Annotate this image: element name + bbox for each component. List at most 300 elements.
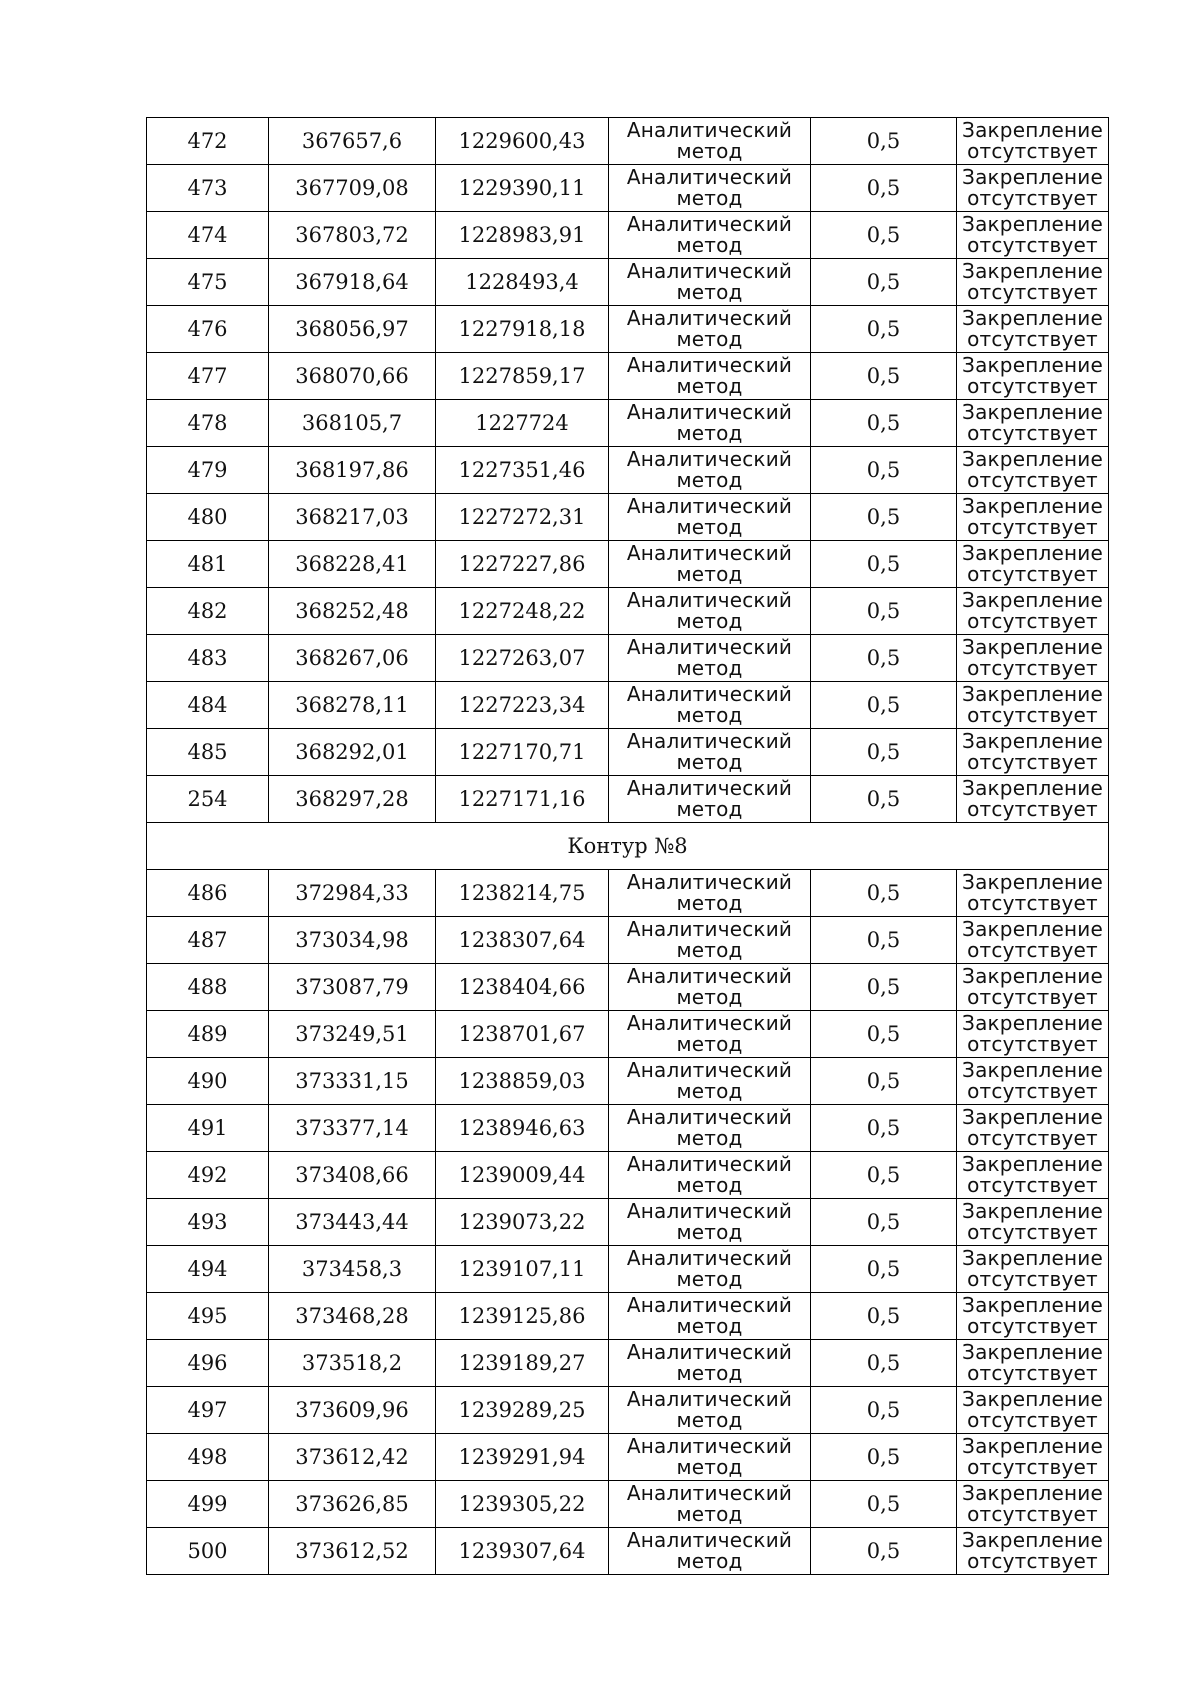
method-text: Аналитический	[626, 1011, 793, 1035]
fixing-text: отсутствует	[967, 186, 1098, 210]
method-text: метод	[676, 985, 743, 1009]
x-coordinate-cell: 373468,28	[269, 1293, 436, 1340]
method-cell	[609, 1105, 811, 1152]
point-number-cell: 482	[147, 588, 269, 635]
fixing-text: отсутствует	[967, 656, 1098, 680]
table-row	[147, 306, 1109, 353]
fixing-text: Закрепление	[962, 447, 1103, 471]
y-coordinate-cell: 1227171,16	[436, 776, 609, 823]
method-text: Аналитический	[626, 729, 793, 753]
point-number-cell: 481	[147, 541, 269, 588]
method-text: Аналитический	[626, 541, 793, 565]
fixing-text: Закрепление	[962, 1058, 1103, 1082]
y-coordinate-cell: 1238859,03	[436, 1058, 609, 1105]
point-number-cell: 495	[147, 1293, 269, 1340]
fixing-text: Закрепление	[962, 353, 1103, 377]
fixing-cell	[957, 400, 1109, 447]
y-coordinate-cell: 1238701,67	[436, 1011, 609, 1058]
method-text: Аналитический	[626, 400, 793, 424]
fixing-text: Закрепление	[962, 1434, 1103, 1458]
fixing-text: отсутствует	[967, 1220, 1098, 1244]
point-number-cell: 489	[147, 1011, 269, 1058]
fixing-text: Закрепление	[962, 541, 1103, 565]
method-text: метод	[676, 327, 743, 351]
table-row	[147, 870, 1109, 917]
table-row	[147, 1011, 1109, 1058]
method-text: метод	[676, 562, 743, 586]
point-number-cell: 498	[147, 1434, 269, 1481]
accuracy-cell: 0,5	[811, 917, 957, 964]
fixing-cell	[957, 259, 1109, 306]
method-text: Аналитический	[626, 635, 793, 659]
method-cell	[609, 447, 811, 494]
method-text: Аналитический	[626, 165, 793, 189]
fixing-cell	[957, 212, 1109, 259]
x-coordinate-cell: 368105,7	[269, 400, 436, 447]
table-row	[147, 259, 1109, 306]
y-coordinate-cell: 1239305,22	[436, 1481, 609, 1528]
y-coordinate-cell: 1229390,11	[436, 165, 609, 212]
x-coordinate-cell: 372984,33	[269, 870, 436, 917]
x-coordinate-cell: 368228,41	[269, 541, 436, 588]
fixing-text: отсутствует	[967, 703, 1098, 727]
fixing-text: отсутствует	[967, 1079, 1098, 1103]
y-coordinate-cell: 1239189,27	[436, 1340, 609, 1387]
fixing-text: отсутствует	[967, 1549, 1098, 1573]
fixing-cell	[957, 165, 1109, 212]
method-cell	[609, 1340, 811, 1387]
point-number-cell: 485	[147, 729, 269, 776]
method-text: Аналитический	[626, 1481, 793, 1505]
x-coordinate-cell: 373518,2	[269, 1340, 436, 1387]
y-coordinate-cell: 1239107,11	[436, 1246, 609, 1293]
fixing-text: Закрепление	[962, 212, 1103, 236]
method-text: метод	[676, 1267, 743, 1291]
accuracy-cell: 0,5	[811, 1340, 957, 1387]
fixing-text: отсутствует	[967, 374, 1098, 398]
x-coordinate-cell: 373443,44	[269, 1199, 436, 1246]
method-cell	[609, 964, 811, 1011]
fixing-text: Закрепление	[962, 776, 1103, 800]
point-number-cell: 492	[147, 1152, 269, 1199]
fixing-text: Закрепление	[962, 118, 1103, 142]
accuracy-cell: 0,5	[811, 165, 957, 212]
coordinates-table-body	[147, 118, 1109, 1575]
fixing-text: отсутствует	[967, 327, 1098, 351]
fixing-text: Закрепление	[962, 870, 1103, 894]
method-text: метод	[676, 1220, 743, 1244]
method-text: Аналитический	[626, 870, 793, 894]
method-text: Аналитический	[626, 1058, 793, 1082]
x-coordinate-cell: 367657,6	[269, 118, 436, 165]
fixing-text: Закрепление	[962, 1387, 1103, 1411]
fixing-text: отсутствует	[967, 1173, 1098, 1197]
method-text: Аналитический	[626, 1246, 793, 1270]
accuracy-cell: 0,5	[811, 1011, 957, 1058]
table-row	[147, 588, 1109, 635]
y-coordinate-cell: 1227724	[436, 400, 609, 447]
point-number-cell: 472	[147, 118, 269, 165]
method-cell	[609, 1293, 811, 1340]
x-coordinate-cell: 373087,79	[269, 964, 436, 1011]
method-text: метод	[676, 609, 743, 633]
fixing-text: отсутствует	[967, 1361, 1098, 1385]
y-coordinate-cell: 1239009,44	[436, 1152, 609, 1199]
x-coordinate-cell: 373612,42	[269, 1434, 436, 1481]
fixing-text: Закрепление	[962, 400, 1103, 424]
fixing-text: Закрепление	[962, 1340, 1103, 1364]
y-coordinate-cell: 1239073,22	[436, 1199, 609, 1246]
method-cell	[609, 729, 811, 776]
contour-header-row	[147, 823, 1109, 870]
x-coordinate-cell: 368217,03	[269, 494, 436, 541]
point-number-cell: 480	[147, 494, 269, 541]
y-coordinate-cell: 1238946,63	[436, 1105, 609, 1152]
method-cell	[609, 306, 811, 353]
method-text: метод	[676, 1549, 743, 1573]
method-text: метод	[676, 374, 743, 398]
fixing-cell	[957, 1293, 1109, 1340]
accuracy-cell: 0,5	[811, 1528, 957, 1575]
fixing-text: Закрепление	[962, 1293, 1103, 1317]
method-cell	[609, 1528, 811, 1575]
point-number-cell: 496	[147, 1340, 269, 1387]
table-row	[147, 1105, 1109, 1152]
coordinates-table	[146, 117, 1109, 1575]
table-row	[147, 635, 1109, 682]
point-number-cell: 490	[147, 1058, 269, 1105]
fixing-text: Закрепление	[962, 1011, 1103, 1035]
method-cell	[609, 541, 811, 588]
accuracy-cell: 0,5	[811, 1152, 957, 1199]
table-row	[147, 964, 1109, 1011]
method-cell	[609, 212, 811, 259]
table-row	[147, 1058, 1109, 1105]
fixing-text: Закрепление	[962, 306, 1103, 330]
accuracy-cell: 0,5	[811, 964, 957, 1011]
fixing-text: отсутствует	[967, 797, 1098, 821]
y-coordinate-cell: 1229600,43	[436, 118, 609, 165]
accuracy-cell: 0,5	[811, 1058, 957, 1105]
fixing-text: отсутствует	[967, 233, 1098, 257]
fixing-text: отсутствует	[967, 468, 1098, 492]
method-cell	[609, 1387, 811, 1434]
fixing-cell	[957, 447, 1109, 494]
method-cell	[609, 165, 811, 212]
method-cell	[609, 1152, 811, 1199]
method-text: Аналитический	[626, 1434, 793, 1458]
table-row	[147, 1387, 1109, 1434]
fixing-text: Закрепление	[962, 1246, 1103, 1270]
point-number-cell: 254	[147, 776, 269, 823]
fixing-cell	[957, 1246, 1109, 1293]
x-coordinate-cell: 373331,15	[269, 1058, 436, 1105]
method-text: метод	[676, 186, 743, 210]
accuracy-cell: 0,5	[811, 1387, 957, 1434]
fixing-cell	[957, 541, 1109, 588]
accuracy-cell: 0,5	[811, 353, 957, 400]
point-number-cell: 478	[147, 400, 269, 447]
method-cell	[609, 1434, 811, 1481]
x-coordinate-cell: 373377,14	[269, 1105, 436, 1152]
point-number-cell: 479	[147, 447, 269, 494]
method-cell	[609, 353, 811, 400]
y-coordinate-cell: 1238307,64	[436, 917, 609, 964]
accuracy-cell: 0,5	[811, 1434, 957, 1481]
fixing-cell	[957, 1387, 1109, 1434]
method-text: метод	[676, 1314, 743, 1338]
fixing-cell	[957, 1434, 1109, 1481]
fixing-text: отсутствует	[967, 515, 1098, 539]
accuracy-cell: 0,5	[811, 118, 957, 165]
point-number-cell: 483	[147, 635, 269, 682]
fixing-text: отсутствует	[967, 1267, 1098, 1291]
table-row	[147, 1293, 1109, 1340]
fixing-cell	[957, 729, 1109, 776]
method-text: Аналитический	[626, 776, 793, 800]
y-coordinate-cell: 1227272,31	[436, 494, 609, 541]
point-number-cell: 488	[147, 964, 269, 1011]
fixing-cell	[957, 776, 1109, 823]
table-row	[147, 682, 1109, 729]
fixing-text: отсутствует	[967, 1502, 1098, 1526]
point-number-cell: 474	[147, 212, 269, 259]
x-coordinate-cell: 373458,3	[269, 1246, 436, 1293]
method-cell	[609, 494, 811, 541]
method-text: метод	[676, 421, 743, 445]
fixing-text: отсутствует	[967, 938, 1098, 962]
fixing-text: отсутствует	[967, 1455, 1098, 1479]
fixing-cell	[957, 1011, 1109, 1058]
fixing-cell	[957, 353, 1109, 400]
accuracy-cell: 0,5	[811, 306, 957, 353]
method-cell	[609, 1481, 811, 1528]
x-coordinate-cell: 373034,98	[269, 917, 436, 964]
method-text: метод	[676, 891, 743, 915]
method-text: метод	[676, 1408, 743, 1432]
y-coordinate-cell: 1227223,34	[436, 682, 609, 729]
method-text: Аналитический	[626, 588, 793, 612]
table-row	[147, 776, 1109, 823]
fixing-cell	[957, 917, 1109, 964]
method-text: Аналитический	[626, 118, 793, 142]
method-cell	[609, 1199, 811, 1246]
accuracy-cell: 0,5	[811, 682, 957, 729]
accuracy-cell: 0,5	[811, 541, 957, 588]
contour-label: Контур №8	[147, 823, 1109, 870]
method-text: метод	[676, 1173, 743, 1197]
fixing-text: Закрепление	[962, 635, 1103, 659]
method-text: Аналитический	[626, 353, 793, 377]
accuracy-cell: 0,5	[811, 1293, 957, 1340]
y-coordinate-cell: 1227263,07	[436, 635, 609, 682]
accuracy-cell: 0,5	[811, 1481, 957, 1528]
y-coordinate-cell: 1239125,86	[436, 1293, 609, 1340]
method-text: Аналитический	[626, 1293, 793, 1317]
table-row	[147, 541, 1109, 588]
fixing-text: отсутствует	[967, 985, 1098, 1009]
method-cell	[609, 259, 811, 306]
table-row	[147, 1528, 1109, 1575]
method-text: метод	[676, 1126, 743, 1150]
method-text: метод	[676, 938, 743, 962]
fixing-text: Закрепление	[962, 682, 1103, 706]
y-coordinate-cell: 1239307,64	[436, 1528, 609, 1575]
fixing-cell	[957, 306, 1109, 353]
y-coordinate-cell: 1238214,75	[436, 870, 609, 917]
method-text: Аналитический	[626, 212, 793, 236]
method-text: Аналитический	[626, 259, 793, 283]
table-row	[147, 118, 1109, 165]
method-text: Аналитический	[626, 1199, 793, 1223]
fixing-text: отсутствует	[967, 609, 1098, 633]
x-coordinate-cell: 368297,28	[269, 776, 436, 823]
fixing-text: отсутствует	[967, 139, 1098, 163]
table-row	[147, 212, 1109, 259]
point-number-cell: 477	[147, 353, 269, 400]
y-coordinate-cell: 1227170,71	[436, 729, 609, 776]
fixing-text: Закрепление	[962, 917, 1103, 941]
accuracy-cell: 0,5	[811, 447, 957, 494]
accuracy-cell: 0,5	[811, 635, 957, 682]
table-row	[147, 1434, 1109, 1481]
x-coordinate-cell: 367709,08	[269, 165, 436, 212]
point-number-cell: 499	[147, 1481, 269, 1528]
method-text: метод	[676, 703, 743, 727]
method-cell	[609, 682, 811, 729]
method-text: Аналитический	[626, 1152, 793, 1176]
fixing-text: отсутствует	[967, 280, 1098, 304]
table-row	[147, 1199, 1109, 1246]
x-coordinate-cell: 373249,51	[269, 1011, 436, 1058]
fixing-text: отсутствует	[967, 562, 1098, 586]
method-cell	[609, 1246, 811, 1293]
y-coordinate-cell: 1228983,91	[436, 212, 609, 259]
table-row	[147, 729, 1109, 776]
accuracy-cell: 0,5	[811, 400, 957, 447]
accuracy-cell: 0,5	[811, 776, 957, 823]
method-cell	[609, 917, 811, 964]
table-row	[147, 400, 1109, 447]
fixing-text: отсутствует	[967, 750, 1098, 774]
method-text: метод	[676, 1502, 743, 1526]
table-row	[147, 917, 1109, 964]
method-cell	[609, 776, 811, 823]
table-row	[147, 1246, 1109, 1293]
y-coordinate-cell: 1239291,94	[436, 1434, 609, 1481]
point-number-cell: 484	[147, 682, 269, 729]
point-number-cell: 494	[147, 1246, 269, 1293]
method-text: Аналитический	[626, 1340, 793, 1364]
fixing-cell	[957, 1152, 1109, 1199]
fixing-cell	[957, 635, 1109, 682]
table-row	[147, 165, 1109, 212]
accuracy-cell: 0,5	[811, 1199, 957, 1246]
point-number-cell: 487	[147, 917, 269, 964]
method-text: метод	[676, 468, 743, 492]
method-text: метод	[676, 515, 743, 539]
method-text: Аналитический	[626, 1528, 793, 1552]
fixing-cell	[957, 1058, 1109, 1105]
fixing-text: Закрепление	[962, 588, 1103, 612]
method-cell	[609, 400, 811, 447]
y-coordinate-cell: 1228493,4	[436, 259, 609, 306]
table-row	[147, 1481, 1109, 1528]
accuracy-cell: 0,5	[811, 588, 957, 635]
method-text: метод	[676, 656, 743, 680]
point-number-cell: 475	[147, 259, 269, 306]
y-coordinate-cell: 1227248,22	[436, 588, 609, 635]
method-text: метод	[676, 1361, 743, 1385]
method-text: Аналитический	[626, 494, 793, 518]
method-text: Аналитический	[626, 306, 793, 330]
point-number-cell: 493	[147, 1199, 269, 1246]
fixing-cell	[957, 1199, 1109, 1246]
fixing-cell	[957, 1481, 1109, 1528]
accuracy-cell: 0,5	[811, 494, 957, 541]
accuracy-cell: 0,5	[811, 1105, 957, 1152]
method-text: метод	[676, 233, 743, 257]
table-row	[147, 1152, 1109, 1199]
x-coordinate-cell: 368252,48	[269, 588, 436, 635]
y-coordinate-cell: 1227227,86	[436, 541, 609, 588]
x-coordinate-cell: 368197,86	[269, 447, 436, 494]
fixing-text: отсутствует	[967, 421, 1098, 445]
x-coordinate-cell: 367918,64	[269, 259, 436, 306]
fixing-cell	[957, 494, 1109, 541]
x-coordinate-cell: 373408,66	[269, 1152, 436, 1199]
fixing-cell	[957, 1340, 1109, 1387]
method-text: метод	[676, 139, 743, 163]
accuracy-cell: 0,5	[811, 1246, 957, 1293]
method-text: Аналитический	[626, 1387, 793, 1411]
fixing-cell	[957, 588, 1109, 635]
x-coordinate-cell: 373612,52	[269, 1528, 436, 1575]
method-cell	[609, 635, 811, 682]
accuracy-cell: 0,5	[811, 870, 957, 917]
point-number-cell: 476	[147, 306, 269, 353]
method-text: Аналитический	[626, 447, 793, 471]
y-coordinate-cell: 1239289,25	[436, 1387, 609, 1434]
method-text: метод	[676, 280, 743, 304]
y-coordinate-cell: 1227351,46	[436, 447, 609, 494]
point-number-cell: 491	[147, 1105, 269, 1152]
fixing-text: Закрепление	[962, 729, 1103, 753]
x-coordinate-cell: 368056,97	[269, 306, 436, 353]
y-coordinate-cell: 1227918,18	[436, 306, 609, 353]
fixing-cell	[957, 682, 1109, 729]
x-coordinate-cell: 373609,96	[269, 1387, 436, 1434]
point-number-cell: 473	[147, 165, 269, 212]
x-coordinate-cell: 367803,72	[269, 212, 436, 259]
method-text: метод	[676, 1032, 743, 1056]
fixing-cell	[957, 1105, 1109, 1152]
method-text: метод	[676, 750, 743, 774]
fixing-text: Закрепление	[962, 1105, 1103, 1129]
fixing-text: отсутствует	[967, 1126, 1098, 1150]
method-text: Аналитический	[626, 917, 793, 941]
method-text: метод	[676, 797, 743, 821]
method-text: метод	[676, 1079, 743, 1103]
method-cell	[609, 588, 811, 635]
table-row	[147, 1340, 1109, 1387]
accuracy-cell: 0,5	[811, 729, 957, 776]
x-coordinate-cell: 368292,01	[269, 729, 436, 776]
fixing-text: Закрепление	[962, 165, 1103, 189]
x-coordinate-cell: 373626,85	[269, 1481, 436, 1528]
method-text: Аналитический	[626, 682, 793, 706]
x-coordinate-cell: 368278,11	[269, 682, 436, 729]
